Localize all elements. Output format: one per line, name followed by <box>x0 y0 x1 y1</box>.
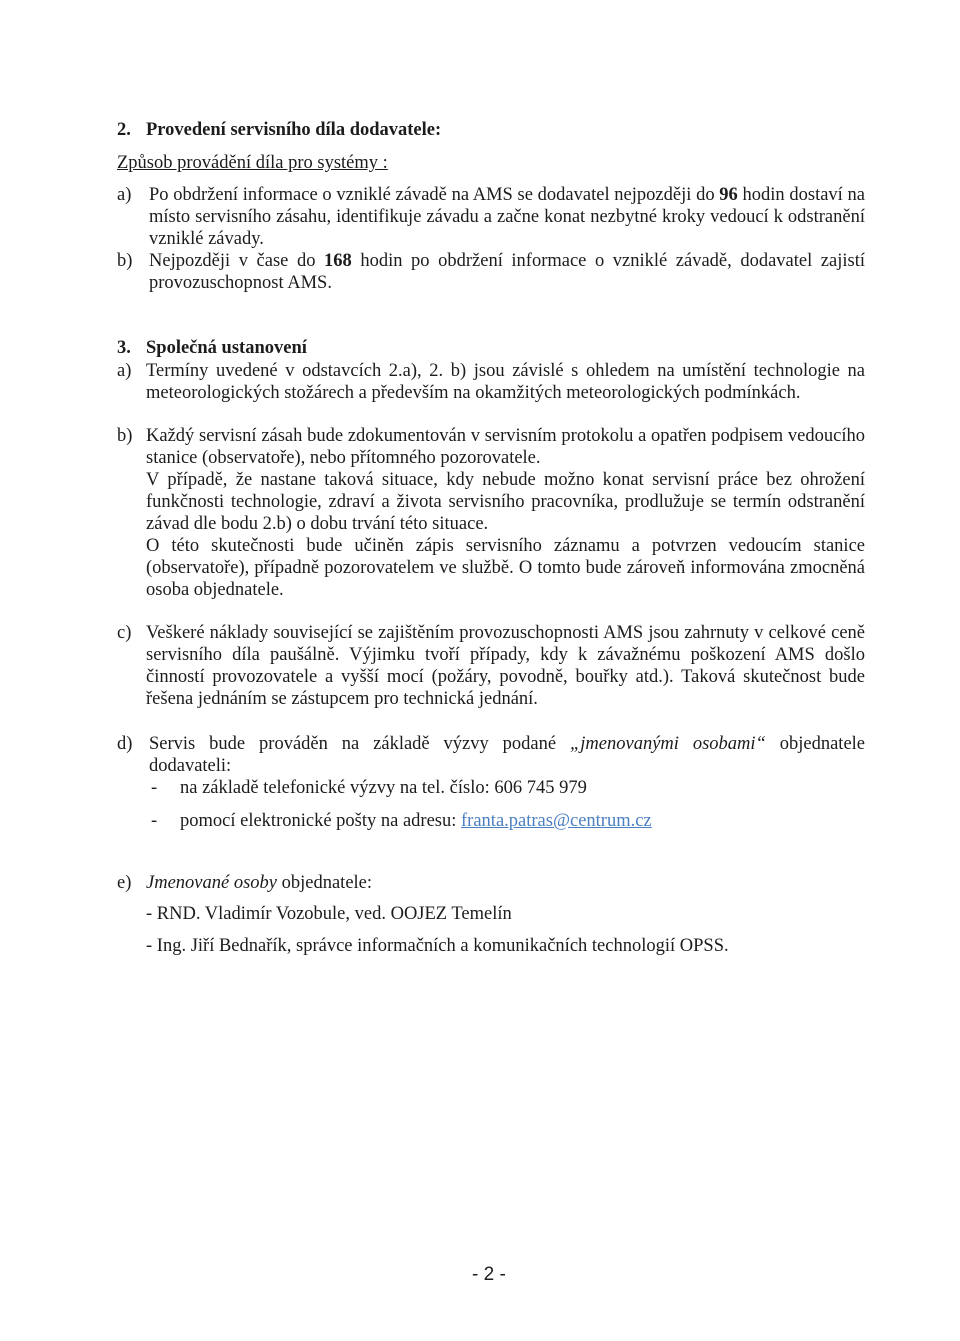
item-3d-text-part2: objednatele dodavateli: <box>149 734 866 776</box>
item-2a-hours: 96 <box>719 185 738 205</box>
item-3b-paragraph-1: Každý servisní zásah bude zdokumentován v servisním protokolu a opatřen podpisem vedoucího stanice (observatoře), nebo přítomného pozorovatele. <box>146 426 865 468</box>
item-3d-text <box>149 733 865 777</box>
contact-phone: na základě telefonické výzvy na tel. číslo: 606 745 979 <box>180 778 587 798</box>
item-2a-text <box>149 184 865 250</box>
item-3d-emphasis: „jmenovanými osobami“ <box>570 734 766 754</box>
item-3c-label: c) <box>117 623 132 643</box>
page-number: - 2 - <box>472 1264 506 1285</box>
item-3e-label: e) <box>117 873 132 893</box>
item-2b-text-part2: hodin po obdržení informace o vzniklé závadě, dodavatel zajistí provozuschopnost AMS. <box>149 251 865 293</box>
item-3e-emphasis: Jmenované osoby <box>146 873 277 893</box>
item-3d-text-part1: Servis bude prováděn na základě výzvy podané <box>149 734 570 754</box>
item-2a-text-part1: Po obdržení informace o vzniklé závadě na AMS se dodavatel nejpozději do <box>149 185 720 205</box>
section-2-number: 2. <box>117 120 131 140</box>
item-3b-label: b) <box>117 426 133 446</box>
section-3-title: Společná ustanovení <box>146 338 307 358</box>
person-1: - RND. Vladimír Vozobule, ved. OOJEZ Temelín <box>146 904 512 924</box>
bullet-dash: - <box>151 778 158 798</box>
item-3c-text: Veškeré náklady související se zajištěním provozuschopnosti AMS jsou zahrnuty v celkové ceně servisního díla paušálně. Výjimku tvoří případy, kdy k závažnému poškození AMS došlo činností provozovatele a vyšší mocí (požáry, povodně, bouřky atd.). Taková skutečnost bude řešena jednáním se zástupcem pro technická jednání. <box>146 623 865 709</box>
item-2a-text-part2: hodin dostaví na místo servisního zásahu, identifikuje závadu a začne konat nezbytné kroky vedoucí k odstranění vzniklé závady. <box>149 185 865 249</box>
item-3b-paragraph-2: V případě, že nastane taková situace, kdy nebude možno konat servisní práce bez ohrožení funkčnosti technologie, zdraví a života servisního pracovníka, prodlužuje se termín odstranění závad dle bodu 2.b) o dobu trvání této situace. <box>146 470 865 534</box>
item-3e-text-part2: objednatele: <box>277 873 373 893</box>
item-3e-text <box>146 872 372 894</box>
item-2b-text <box>149 250 865 294</box>
item-2b-hours: 168 <box>324 251 352 271</box>
item-3a-text: Termíny uvedené v odstavcích 2.a), 2. b) jsou závislé s ohledem na umístění technologie na meteorologických stožárech a především na okamžitých meteorologických podmínkách. <box>146 361 865 403</box>
bullet-dash: - <box>151 811 158 831</box>
item-2b-label: b) <box>117 251 133 271</box>
section-2-title: Provedení servisního díla dodavatele: <box>146 120 442 140</box>
contact-email <box>180 810 652 832</box>
item-2b-text-part1: Nejpozději v čase do <box>149 251 325 271</box>
section-2-subtitle: Způsob provádění díla pro systémy : <box>117 153 388 173</box>
item-2a-label: a) <box>117 185 132 205</box>
person-2: - Ing. Jiří Bednařík, správce informačních a komunikačních technologií OPSS. <box>146 936 729 956</box>
email-link[interactable]: franta.patras@centrum.cz <box>461 811 652 831</box>
item-3d-label: d) <box>117 734 133 754</box>
contact-email-prefix: pomocí elektronické pošty na adresu: <box>180 811 462 831</box>
item-3b-paragraph-3: O této skutečnosti bude učiněn zápis servisního záznamu a potvrzen vedoucím stanice (observatoře), případně pozorovatelem ve službě. O tomto bude zároveň informována zmocněná osoba objednatele. <box>146 536 865 600</box>
item-3a-label: a) <box>117 361 132 381</box>
section-3-number: 3. <box>117 338 131 358</box>
